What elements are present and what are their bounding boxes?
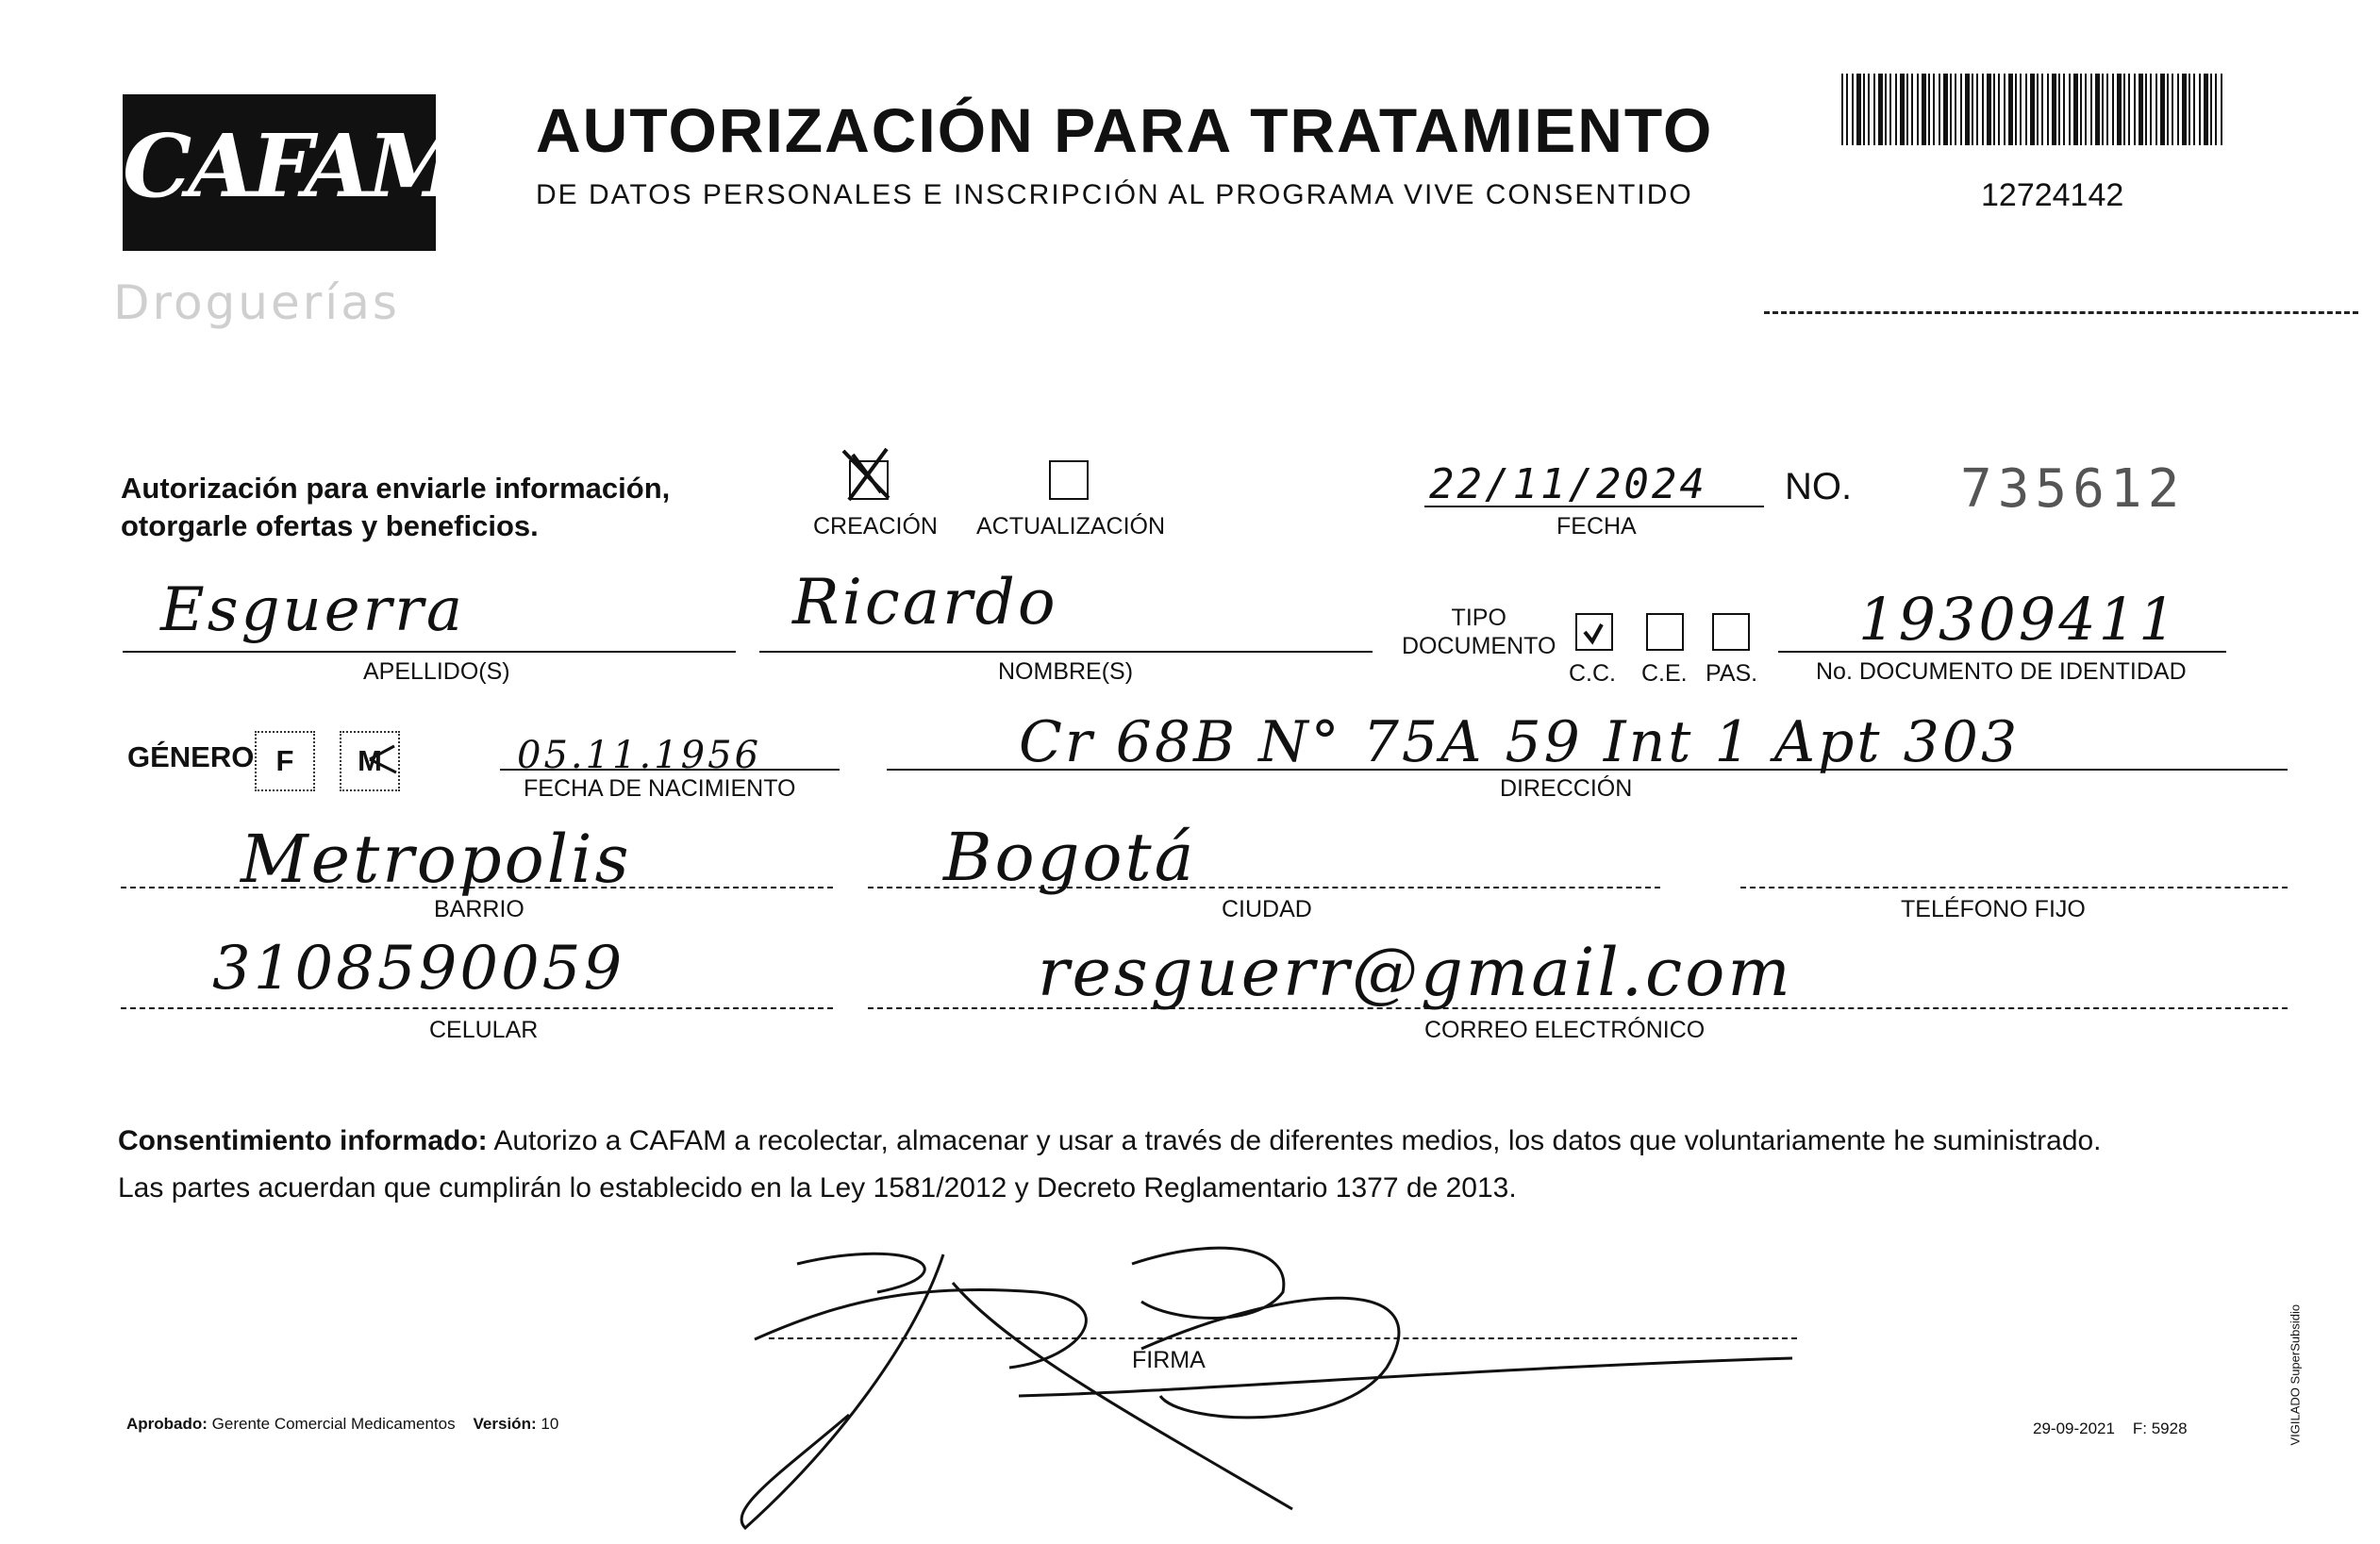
doc-number-line [1778,651,2226,653]
authorization-text-line2: otorgarle ofertas y beneficios. [121,509,539,542]
genero-f-box[interactable] [255,731,315,791]
form-subtitle: DE DATOS PERSONALES E INSCRIPCIÓN AL PROGRAMA VIVE CONSENTIDO [536,179,1693,210]
barcode-bar [2145,74,2147,145]
barcode-bar [2215,74,2217,145]
nombres-label: NOMBRE(S) [998,658,1134,685]
aprobado-label: Aprobado: [126,1415,208,1433]
barcode-bar [1998,74,2000,145]
barcode-bar [2073,74,2078,145]
doc-number-value[interactable]: 19309411 [1858,585,2179,654]
barcode-bar [1885,74,1887,145]
direccion-label: DIRECCIÓN [1500,775,1633,802]
barcode-bar [2189,74,2190,145]
barcode-bar [2160,74,2165,145]
fecha-label: FECHA [1556,513,1637,540]
barcode-bar [2167,74,2169,145]
barcode-bar [1917,74,1919,145]
doc-number-label: No. DOCUMENTO DE IDENTIDAD [1816,658,2187,685]
barcode-bar [1889,74,1891,145]
correo-value[interactable]: resguerr@gmail.com [1038,934,1793,1011]
barcode-bar [2025,74,2027,145]
firma-label: FIRMA [1132,1347,1206,1373]
tipo-documento-label-line1: TIPO [1451,605,1506,631]
genero-m-box[interactable] [340,731,400,791]
barcode-bar [2015,74,2017,145]
form-code: F: 5928 [2132,1419,2188,1437]
apellidos-label: APELLIDO(S) [363,658,510,685]
barcode-bar [2134,74,2136,145]
barcode-bar [2155,74,2157,145]
actualizacion-checkbox[interactable] [1049,460,1089,500]
consent-lead: Consentimiento informado: [118,1125,488,1156]
pas-checkbox[interactable] [1712,613,1750,651]
cc-checkbox[interactable] [1575,613,1613,651]
barcode-bar [1982,74,1984,145]
ce-checkbox[interactable] [1646,613,1684,651]
barcode-bar [2112,74,2114,145]
authorization-text [121,470,670,545]
barcode-bar [2123,74,2125,145]
barcode-bar [2139,74,2143,145]
barcode-bar [2204,74,2208,145]
barcode-bar [1868,74,1870,145]
telefono-label: TELÉFONO FIJO [1901,896,2086,922]
barcode-bar [1933,74,1935,145]
nombres-line [759,651,1373,653]
barcode-bar [2150,74,2152,145]
barcode-bar [1955,74,1956,145]
barcode-bar [1972,74,1973,145]
fecha-nacimiento-line [500,769,840,771]
pas-label: PAS. [1706,660,1758,687]
check-mark-icon [366,740,404,778]
genero-m-label: M [358,744,382,777]
tipo-documento-label [1402,604,1556,660]
barcode-bar [1873,74,1875,145]
telefono-line [1740,887,2288,888]
ciudad-value[interactable]: Bogotá [943,819,1197,896]
barcode-bar [1943,74,1948,145]
apellidos-line [123,651,736,653]
barcode-bar [1863,74,1865,145]
no-value: 735612 [1960,458,2186,520]
barcode-bar [1960,74,1962,145]
barrio-line [121,887,833,888]
apellidos-value[interactable]: Esguerra [160,575,465,645]
creacion-label: CREACIÓN [813,513,938,540]
barcode-bar [2063,74,2065,145]
direccion-line [887,769,2288,771]
barcode-bar [2090,74,2092,145]
barcode-bar [1922,74,1926,145]
barcode-bar [2008,74,2013,145]
direccion-value[interactable]: Cr 68B N° 75A 59 Int 1 Apt 303 [1019,709,2021,775]
barcode-number: 12724142 [1981,177,2124,213]
form-title: AUTORIZACIÓN PARA TRATAMIENTO [536,95,1714,165]
consent-text-line1: Autorizo a CAFAM a recolectar, almacenar y usar a través de diferentes medios, los datos que voluntariamente he suministrado. [487,1125,2102,1156]
barcode-bar [2085,74,2087,145]
barcode-bar [1846,74,1848,145]
barcode-bar [2193,74,2195,145]
creacion-checkbox[interactable] [849,460,889,500]
cafam-logo [123,94,460,251]
footer-date-code [2033,1419,2188,1438]
version-value: 10 [541,1415,559,1433]
logo-text: CAFAM [123,115,460,217]
barrio-label: BARRIO [434,896,524,922]
footer-date: 29-09-2021 [2033,1419,2115,1437]
barcode-bar [1928,74,1930,145]
celular-value[interactable]: 3108590059 [212,934,625,1004]
barcode-bar [2095,74,2100,145]
barcode-bar [1987,74,1991,145]
tipo-documento-label-line2: DOCUMENTO [1402,633,1556,659]
barcode-bar [1895,74,1897,145]
barcode-bar [2128,74,2130,145]
no-label: NO. [1785,466,1853,507]
barcode-bar [2182,74,2187,145]
barcode-bar [2199,74,2201,145]
vigilado-badge [2281,1236,2302,1453]
actualizacion-label: ACTUALIZACIÓN [976,513,1166,540]
correo-label: CORREO ELECTRÓNICO [1424,1017,1706,1043]
barcode-bar [2041,74,2043,145]
celular-label: CELULAR [429,1017,539,1043]
nombres-value[interactable]: Ricardo [792,566,1058,639]
barcode-bar [2117,74,2122,145]
barcode-bar [2037,74,2039,145]
barcode-bar [2102,74,2104,145]
barcode-bar [1911,74,1913,145]
barcode-bar [1939,74,1940,145]
ce-label: C.E. [1641,660,1688,687]
logo-subtext: Droguerías [113,275,400,330]
barcode-bar [1856,74,1861,145]
barcode-bar [1965,74,1970,145]
barcode-bar [2172,74,2173,145]
vigilado-text: VIGILADO SuperSubsidio [2288,1303,2303,1446]
consent-text [118,1118,2288,1212]
fecha-nacimiento-value[interactable]: 05.11.1956 [517,734,762,777]
barcode-bar [1976,74,1978,145]
barcode-bar [2020,74,2022,145]
barcode-bar [1878,74,1883,145]
barcode-bar [1950,74,1952,145]
version-label: Versión: [473,1415,537,1433]
barcode-bar [2221,74,2222,145]
consent-text-line2: Las partes acuerdan que cumplirán lo establecido en la Ley 1581/2012 y Decreto Reglamentario 1377 de 2013. [118,1172,1517,1204]
check-mark-icon [1577,615,1611,649]
barcode-bar [2106,74,2108,145]
correo-line [868,1007,2288,1009]
genero-label: GÉNERO [127,740,255,773]
barcode-bar [1852,74,1854,145]
barcode [1841,74,2228,145]
barcode-bar [2058,74,2060,145]
barcode-bar [1841,74,1843,145]
barcode-bar [2030,74,2035,145]
barcode-bar [2177,74,2179,145]
footer-approval [126,1415,558,1434]
fecha-line [1424,506,1764,507]
signature-drawing [726,1226,1811,1537]
ciudad-label: CIUDAD [1222,896,1312,922]
fecha-value[interactable]: 22/11/2024 [1429,460,1707,508]
barcode-bar [1900,74,1905,145]
barcode-bar [2047,74,2049,145]
barcode-bar [2080,74,2082,145]
cc-label: C.C. [1569,660,1616,687]
fecha-nacimiento-label: FECHA DE NACIMIENTO [524,775,796,802]
ciudad-line [868,887,1660,888]
barcode-bar [2210,74,2212,145]
barcode-bar [2052,74,2056,145]
genero-f-label: F [275,744,294,777]
aprobado-value: Gerente Comercial Medicamentos [211,1415,456,1433]
dashed-divider [1764,311,2358,314]
barcode-bar [2004,74,2006,145]
check-mark-icon [840,445,896,502]
barcode-bar [2069,74,2071,145]
barcode-bar [1993,74,1995,145]
barcode-bar [1906,74,1908,145]
celular-line [121,1007,833,1009]
barrio-value[interactable]: Metropolis [241,821,632,898]
authorization-text-line1: Autorización para enviarle información, [121,472,671,505]
